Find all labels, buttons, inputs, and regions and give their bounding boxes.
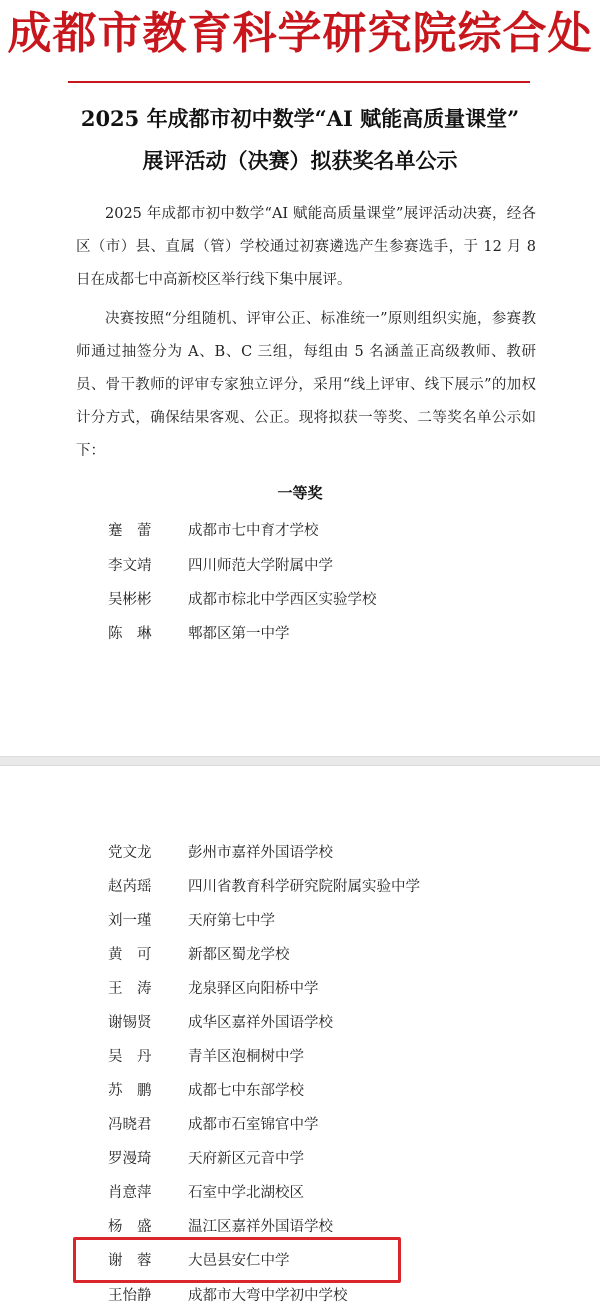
winner-school: 温江区嘉祥外国语学校 (188, 1219, 333, 1235)
winner-name: 赵芮瑶 (108, 879, 152, 895)
winner-school: 四川师范大学附属中学 (188, 558, 333, 574)
winner-name: 苏 鹏 (108, 1083, 152, 1099)
intro-paragraph: 2025 年成都市初中数学“AI 赋能高质量课堂”展评活动决赛，经各区（市）县、直属（管）学校通过初赛遴选产生参赛选手，于 12 月 8 日在成都七中高新校区举行线下集中展评。 (76, 206, 536, 288)
winner-school: 成都七中东部学校 (188, 1083, 304, 1099)
winner-name: 谢 蓉 (108, 1253, 152, 1269)
page-separator (0, 756, 600, 766)
winner-name: 党文龙 (108, 845, 152, 861)
winner-row (108, 1110, 319, 1140)
winner-name: 吴 丹 (108, 1049, 152, 1065)
winner-row (108, 551, 333, 581)
winner-school: 郫都区第一中学 (188, 626, 290, 642)
winner-school: 四川省教育科学研究院附属实验中学 (188, 879, 420, 895)
winner-row (108, 585, 377, 615)
winner-row (108, 872, 420, 902)
rules-paragraph: 决赛按照“分组随机、评审公正、标准统一”原则组织实施，参赛教师通过抽签分为 A、B、C 三组，每组由 5 名涵盖正高级教师、教研员、骨干教师的评审专家独立评分，采用“线上评审、线下展示”的加权计分方式，确保结果客观、公正。现将拟获一等奖、二等奖名单公示如下： (76, 311, 536, 459)
winner-row (108, 906, 275, 936)
winner-row (108, 974, 319, 1004)
winner-name: 李文靖 (108, 558, 152, 574)
highlight-box (73, 1237, 401, 1283)
winner-school: 石室中学北湖校区 (188, 1185, 304, 1201)
winner-name: 杨 盛 (108, 1219, 152, 1235)
winner-name: 陈 琳 (108, 626, 152, 642)
winner-row (108, 516, 319, 546)
winner-school: 成都市七中育才学校 (188, 523, 319, 539)
winner-school: 青羊区泡桐树中学 (188, 1049, 304, 1065)
winner-row (108, 940, 290, 970)
winner-school: 天府新区元音中学 (188, 1151, 304, 1167)
winner-name: 蹇 蕾 (108, 523, 152, 539)
masthead-red-rule (68, 81, 530, 83)
winner-name: 吴彬彬 (108, 592, 152, 608)
winner-school: 新都区蜀龙学校 (188, 947, 290, 963)
winner-name: 刘一瑾 (108, 913, 152, 929)
winner-row (108, 838, 333, 868)
winner-name: 黄 可 (108, 947, 152, 963)
document-title-line-1: 2025 年成都市初中数学“AI 赋能高质量课堂” (80, 106, 520, 131)
winner-school: 彭州市嘉祥外国语学校 (188, 845, 333, 861)
winner-row (108, 1144, 304, 1174)
winner-school: 龙泉驿区向阳桥中学 (188, 981, 319, 997)
winner-school: 成华区嘉祥外国语学校 (188, 1015, 333, 1031)
winner-name: 冯晓君 (108, 1117, 152, 1133)
first-prize-heading: 一等奖 (277, 484, 323, 502)
winner-row (108, 1042, 304, 1072)
winner-row (108, 1008, 333, 1038)
winner-row (108, 1178, 304, 1208)
winner-row (108, 1281, 348, 1311)
winner-school: 天府第七中学 (188, 913, 275, 929)
winner-row (108, 619, 290, 649)
winner-school: 成都市大弯中学初中学校 (188, 1288, 348, 1304)
winner-name: 王 涛 (108, 981, 152, 997)
winner-school: 成都市棕北中学西区实验学校 (188, 592, 377, 608)
document-title-line-2: 展评活动（决赛）拟获奖名单公示 (142, 148, 458, 173)
winner-school: 成都市石室锦官中学 (188, 1117, 319, 1133)
winner-name: 王怡静 (108, 1288, 152, 1304)
winner-row (108, 1076, 304, 1106)
winner-name: 谢锡贤 (108, 1015, 152, 1031)
winner-school: 大邑县安仁中学 (188, 1253, 290, 1269)
winner-name: 肖意萍 (108, 1185, 152, 1201)
masthead: 成都市教育科学研究院综合处 (7, 8, 593, 59)
winner-name: 罗漫琦 (108, 1151, 152, 1167)
